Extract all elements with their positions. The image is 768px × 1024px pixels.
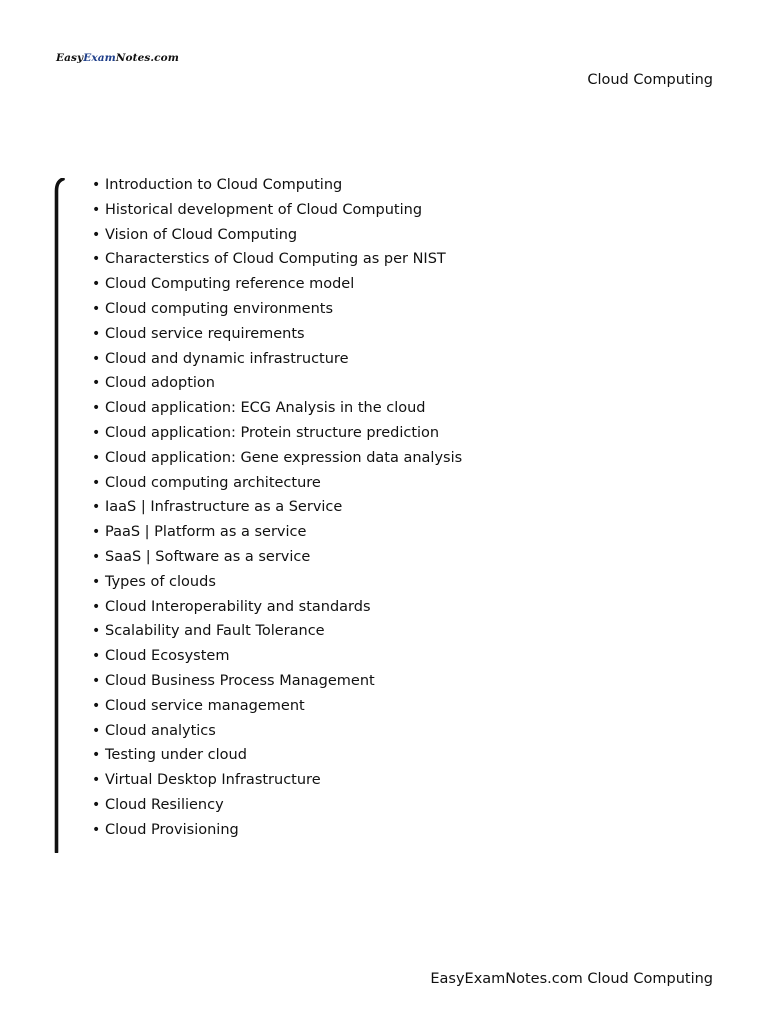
- bullet-icon: •: [92, 722, 101, 739]
- bullet-icon: •: [92, 672, 101, 689]
- list-item: [92, 743, 462, 768]
- list-item: [92, 421, 462, 446]
- list-item: [92, 371, 462, 396]
- page-footer: EasyExamNotes.com Cloud Computing: [430, 971, 713, 987]
- bullet-icon: •: [92, 821, 101, 838]
- bullet-icon: •: [92, 400, 101, 417]
- bullet-icon: •: [92, 747, 101, 764]
- list-item-text: IaaS | Infrastructure as a Service: [105, 499, 343, 516]
- list-item-text: Cloud computing environments: [105, 300, 334, 317]
- list-item: [92, 694, 462, 719]
- list-item: [92, 272, 462, 297]
- list-item-text: Historical development of Cloud Computing: [105, 201, 423, 218]
- bullet-icon: •: [92, 325, 101, 342]
- list-item-text: Cloud service management: [105, 697, 305, 714]
- list-item-text: Cloud Provisioning: [105, 821, 239, 838]
- bullet-icon: •: [92, 350, 101, 367]
- list-item: [92, 297, 462, 322]
- list-item: [92, 768, 462, 793]
- list-item-text: Scalability and Fault Tolerance: [105, 623, 325, 640]
- list-item: [92, 719, 462, 744]
- bullet-icon: •: [92, 772, 101, 789]
- list-item-text: PaaS | Platform as a service: [105, 524, 307, 541]
- left-brace-icon: [54, 178, 66, 853]
- list-item-text: Cloud application: Protein structure prediction: [105, 424, 440, 441]
- list-item-text: Cloud Interoperability and standards: [105, 598, 371, 615]
- list-item-text: Cloud adoption: [105, 375, 215, 392]
- list-item-text: Cloud Computing reference model: [105, 276, 355, 293]
- bullet-icon: •: [92, 623, 101, 640]
- bullet-icon: •: [92, 276, 101, 293]
- bullet-icon: •: [92, 648, 101, 665]
- list-item: [92, 173, 462, 198]
- list-item: [92, 495, 462, 520]
- list-item: [92, 198, 462, 223]
- list-item: [92, 520, 462, 545]
- list-item: [92, 347, 462, 372]
- list-item-text: Cloud Ecosystem: [105, 648, 230, 665]
- list-item: [92, 223, 462, 248]
- site-logo: [56, 52, 179, 64]
- logo-text-exam: Exam: [83, 52, 116, 64]
- list-item-text: Cloud service requirements: [105, 325, 305, 342]
- bullet-icon: •: [92, 499, 101, 516]
- list-item: [92, 545, 462, 570]
- bullet-icon: •: [92, 474, 101, 491]
- bullet-icon: •: [92, 177, 101, 193]
- list-item-text: Cloud application: ECG Analysis in the cloud: [105, 400, 426, 417]
- list-item: [92, 471, 462, 496]
- logo-text-notes: Notes.com: [115, 52, 179, 64]
- list-item: [92, 396, 462, 421]
- list-item: [92, 446, 462, 471]
- bullet-icon: •: [92, 201, 101, 218]
- bullet-icon: •: [92, 449, 101, 466]
- bullet-icon: •: [92, 697, 101, 714]
- bullet-icon: •: [92, 573, 101, 590]
- bullet-icon: •: [92, 375, 101, 392]
- list-item-text: Cloud analytics: [105, 722, 216, 739]
- bullet-icon: •: [92, 524, 101, 541]
- list-item-text: Cloud computing architecture: [105, 474, 321, 491]
- topic-list: [92, 173, 462, 843]
- list-item: [92, 669, 462, 694]
- list-item: [92, 818, 462, 843]
- list-item: [92, 793, 462, 818]
- list-item: [92, 322, 462, 347]
- bullet-icon: •: [92, 251, 101, 268]
- list-item: [92, 247, 462, 272]
- list-item-text: Characterstics of Cloud Computing as per NIST: [105, 251, 446, 268]
- list-item-text: Vision of Cloud Computing: [105, 226, 298, 243]
- list-item-text: Types of clouds: [105, 573, 216, 590]
- list-item: [92, 619, 462, 644]
- list-item-text: Cloud application: Gene expression data analysis: [105, 449, 463, 466]
- list-item-text: Cloud and dynamic infrastructure: [105, 350, 349, 367]
- page-header-title: Cloud Computing: [587, 72, 713, 88]
- bullet-icon: •: [92, 796, 101, 813]
- list-item-text: Cloud Resiliency: [105, 796, 224, 813]
- list-item-text: Cloud Business Process Management: [105, 672, 375, 689]
- list-item: [92, 570, 462, 595]
- list-item: [92, 644, 462, 669]
- bullet-icon: •: [92, 424, 101, 441]
- bullet-icon: •: [92, 226, 101, 243]
- bullet-icon: •: [92, 548, 101, 565]
- list-item-text: Testing under cloud: [105, 747, 247, 764]
- list-item-text: Virtual Desktop Infrastructure: [105, 772, 321, 789]
- list-item: [92, 595, 462, 620]
- list-item-text: SaaS | Software as a service: [105, 548, 311, 565]
- list-item-text: Introduction to Cloud Computing: [105, 177, 343, 193]
- logo-text-easy: Easy: [56, 52, 84, 64]
- bullet-icon: •: [92, 300, 101, 317]
- bullet-icon: •: [92, 598, 101, 615]
